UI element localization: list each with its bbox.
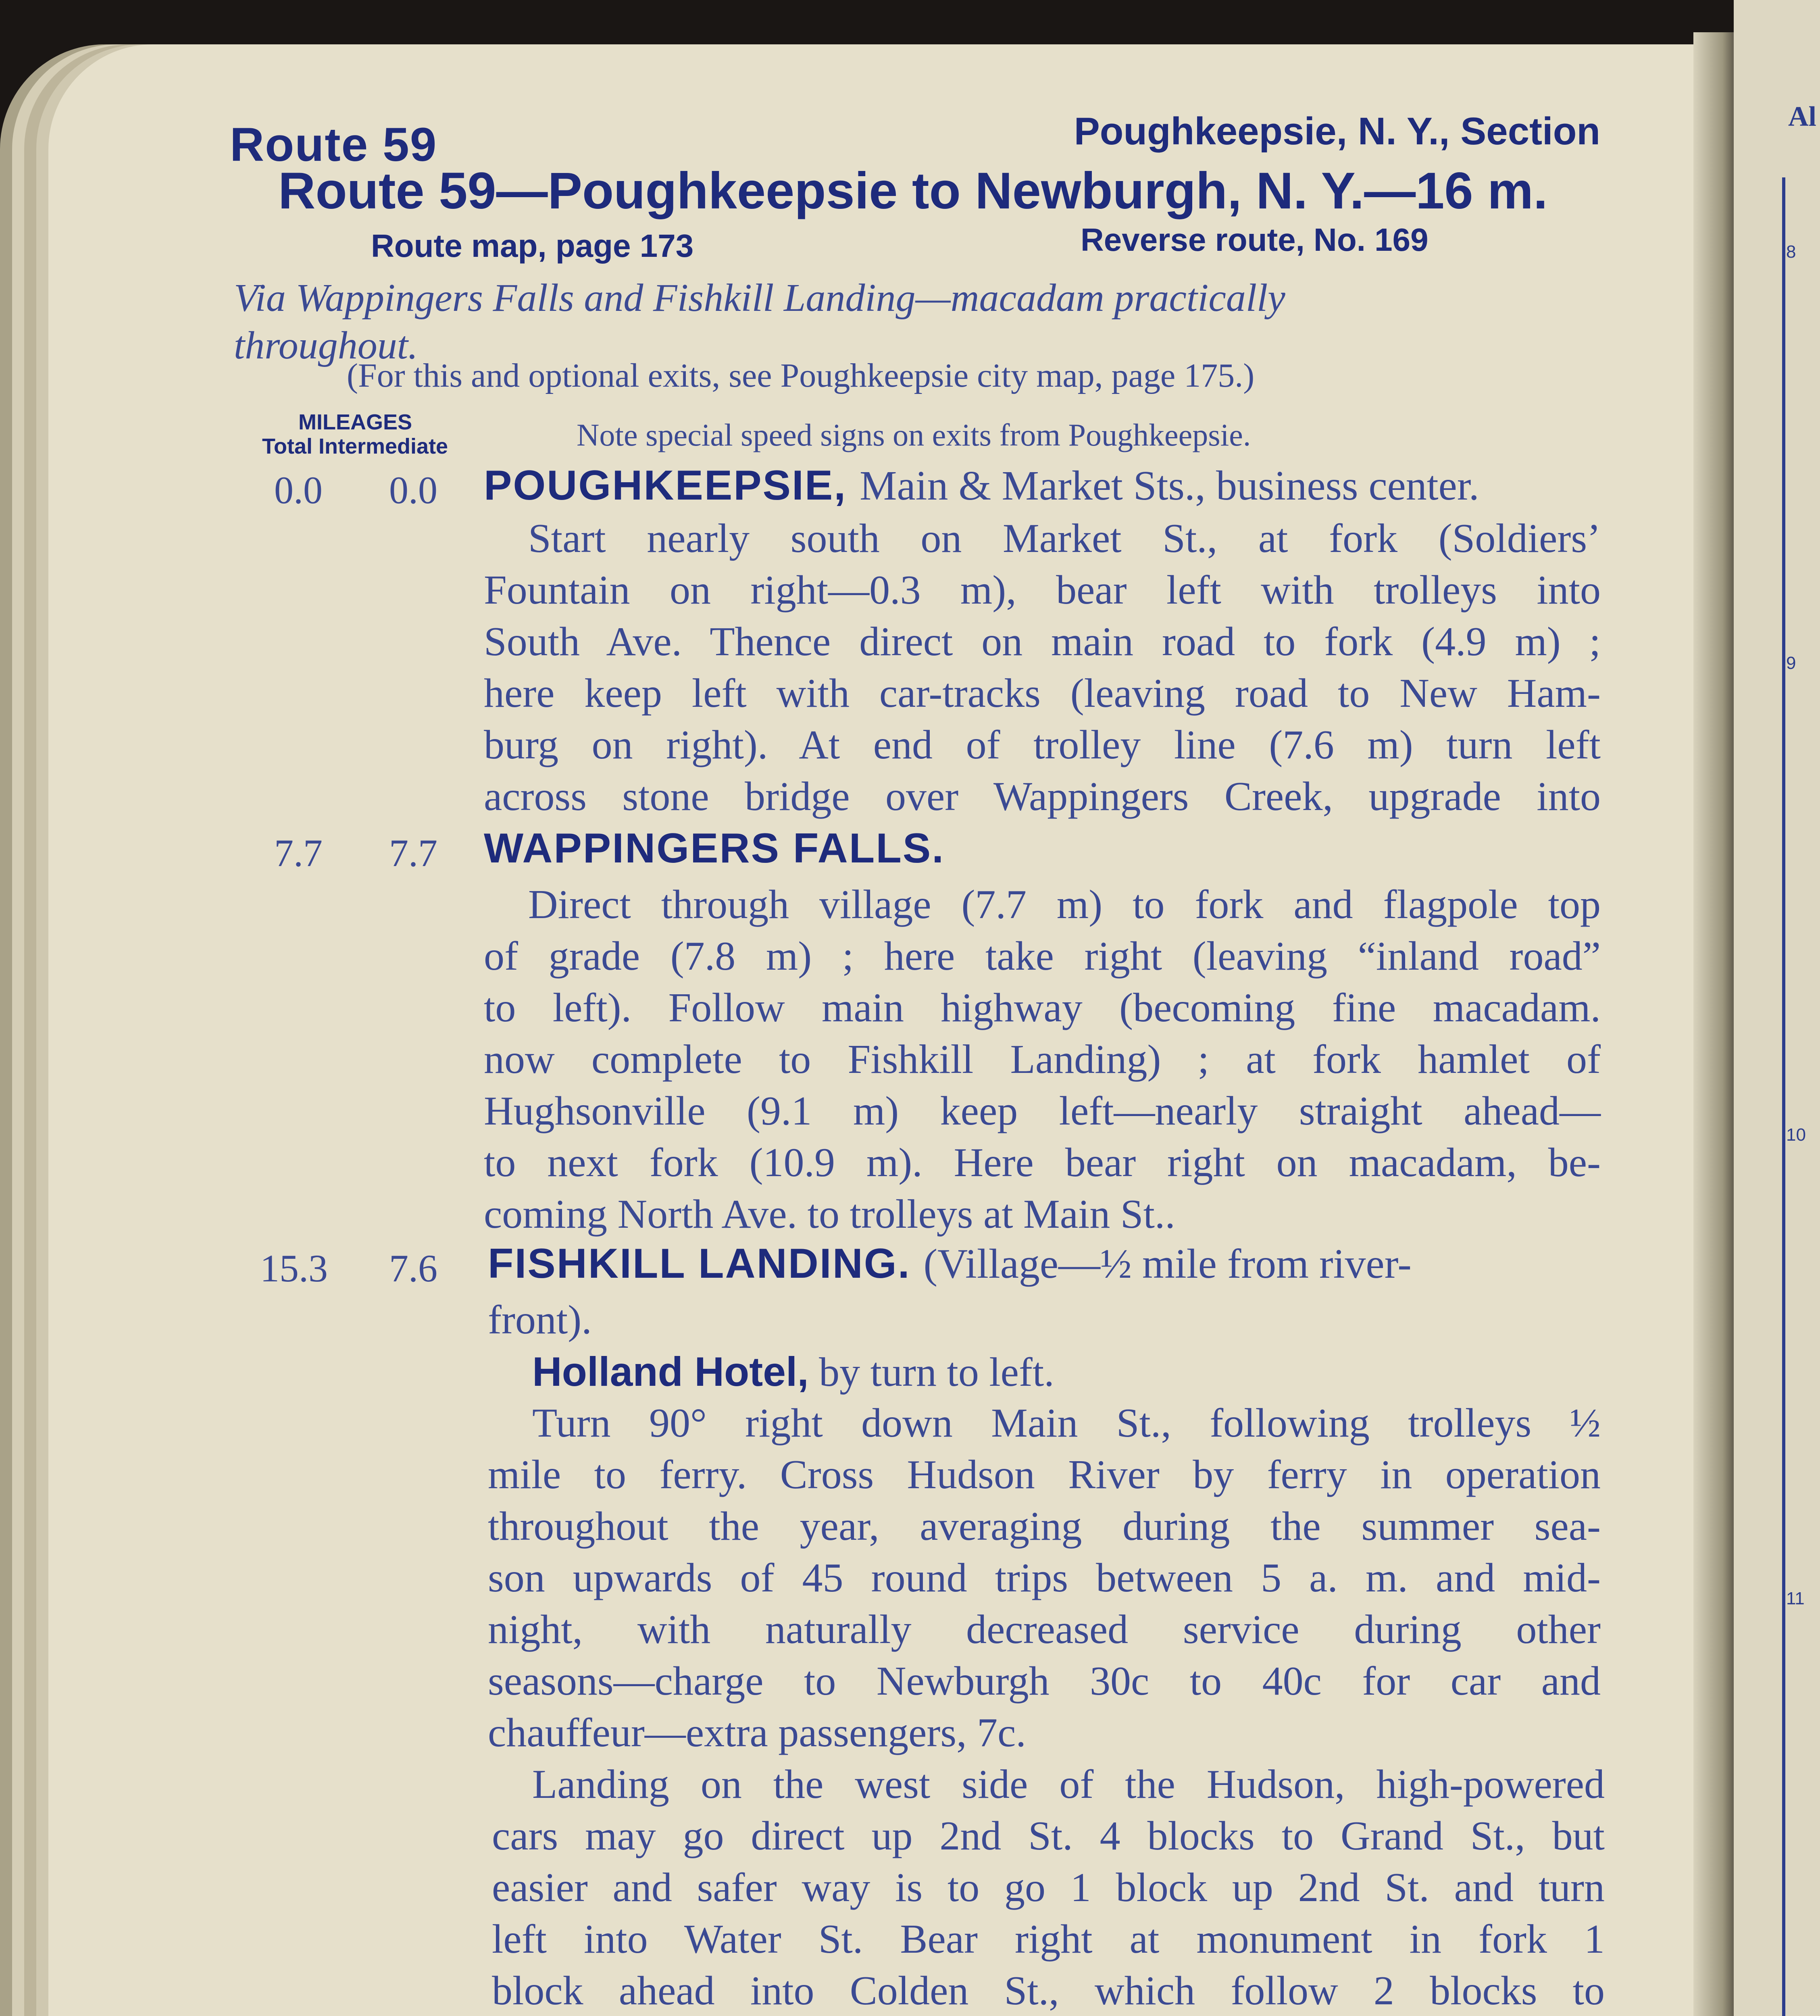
via-line: Via Wappingers Falls and Fishkill Landing—macadam practically — [234, 276, 1285, 320]
direction-line: here keep left with car-tracks (leaving road to New Ham- — [484, 671, 1601, 716]
margin-number: 11 — [1786, 1589, 1805, 1608]
direction-line: chauffeur—extra passengers, 7c. — [488, 1710, 1026, 1756]
direction-line: night, with naturally decreased service during other — [488, 1607, 1601, 1652]
direction-line: across stone bridge over Wappingers Creek, upgrade into — [484, 774, 1601, 819]
direction-line: left into Water St. Bear right at monument in fork 1 — [492, 1916, 1605, 1962]
direction-line: block ahead into Colden St., which follow 2 blocks to — [492, 1968, 1605, 2014]
direction-line: throughout the year, averaging during the summer sea- — [488, 1504, 1601, 1549]
speed-note: Note special speed signs on exits from Poughkeepsie. — [577, 417, 1251, 452]
mileage-intermediate: 7.6 — [389, 1247, 437, 1290]
via-line-2: throughout. — [234, 324, 418, 367]
direction-line: Fountain on right—0.3 m), bear left with trolleys into — [484, 567, 1601, 613]
facing-page-map-frame — [1782, 177, 1820, 2016]
margin-number: 8 — [1786, 242, 1796, 262]
route-label: Route 59 — [230, 118, 437, 171]
place-name: FISHKILL LANDING. (Village—½ mile from river- — [488, 1240, 1412, 1287]
direction-line: son upwards of 45 round trips between 5 a. m. and mid- — [488, 1555, 1601, 1601]
margin-number: 10 — [1786, 1125, 1806, 1145]
mileages-columns: Total Intermediate — [262, 434, 448, 458]
mileage-intermediate: 0.0 — [389, 469, 437, 512]
hotel-line: Holland Hotel, by turn to left. — [532, 1349, 1054, 1395]
mileage-total: 7.7 — [274, 831, 323, 875]
direction-line: to next fork (10.9 m). Here bear right on macadam, be- — [484, 1140, 1601, 1185]
direction-line: coming North Ave. to trolleys at Main St.. — [484, 1191, 1175, 1237]
direction-line: easier and safer way is to go 1 block up 2nd St. and turn — [492, 1865, 1605, 1910]
direction-line: Turn 90° right down Main St., following trolleys ½ — [532, 1400, 1601, 1446]
direction-line: seasons—charge to Newburgh 30c to 40c for car and — [488, 1658, 1601, 1704]
direction-line: Start nearly south on Market St., at fork (Soldiers’ — [528, 516, 1601, 561]
margin-number: 9 — [1786, 653, 1796, 673]
section-title: Poughkeepsie, N. Y., Section — [1074, 110, 1600, 153]
mileage-total: 15.3 — [260, 1247, 328, 1290]
direction-line: Direct through village (7.7 m) to fork and flagpole top — [528, 882, 1601, 927]
facing-page-header: Al — [1788, 101, 1816, 132]
direction-line: of grade (7.8 m) ; here take right (leaving “inland road” — [484, 933, 1601, 979]
mileage-intermediate: 7.7 — [389, 831, 437, 875]
direction-line: to left). Follow main highway (becoming fine macadam. — [484, 985, 1601, 1031]
mileages-label: MILEAGES — [298, 410, 412, 434]
direction-line: Landing on the west side of the Hudson, high-powered — [532, 1762, 1605, 1807]
route-map-ref: Route map, page 173 — [371, 228, 694, 264]
exits-note: (For this and optional exits, see Poughkeepsie city map, page 175.) — [347, 357, 1255, 394]
direction-line: mile to ferry. Cross Hudson River by ferry in operation — [488, 1452, 1601, 1497]
place-name: POUGHKEEPSIE, Main & Market Sts., business center. — [484, 462, 1479, 509]
direction-line: cars may go direct up 2nd St. 4 blocks to Grand St., but — [492, 1813, 1605, 1859]
direction-line: burg on right). At end of trolley line (7.6 m) turn left — [484, 722, 1601, 768]
mileage-total: 0.0 — [274, 469, 323, 512]
facing-page — [1734, 0, 1820, 2016]
direction-line: South Ave. Thence direct on main road to fork (4.9 m) ; — [484, 619, 1601, 664]
direction-line: Hughsonville (9.1 m) keep left—nearly straight ahead— — [484, 1088, 1601, 1134]
reverse-route-ref: Reverse route, No. 169 — [1081, 222, 1429, 258]
direction-line: now complete to Fishkill Landing) ; at fork hamlet of — [484, 1037, 1601, 1082]
direction-line: front). — [488, 1297, 592, 1343]
route-title: Route 59—Poughkeepsie to Newburgh, N. Y.—16 m. — [278, 162, 1548, 220]
place-name: WAPPINGERS FALLS. — [484, 825, 945, 872]
